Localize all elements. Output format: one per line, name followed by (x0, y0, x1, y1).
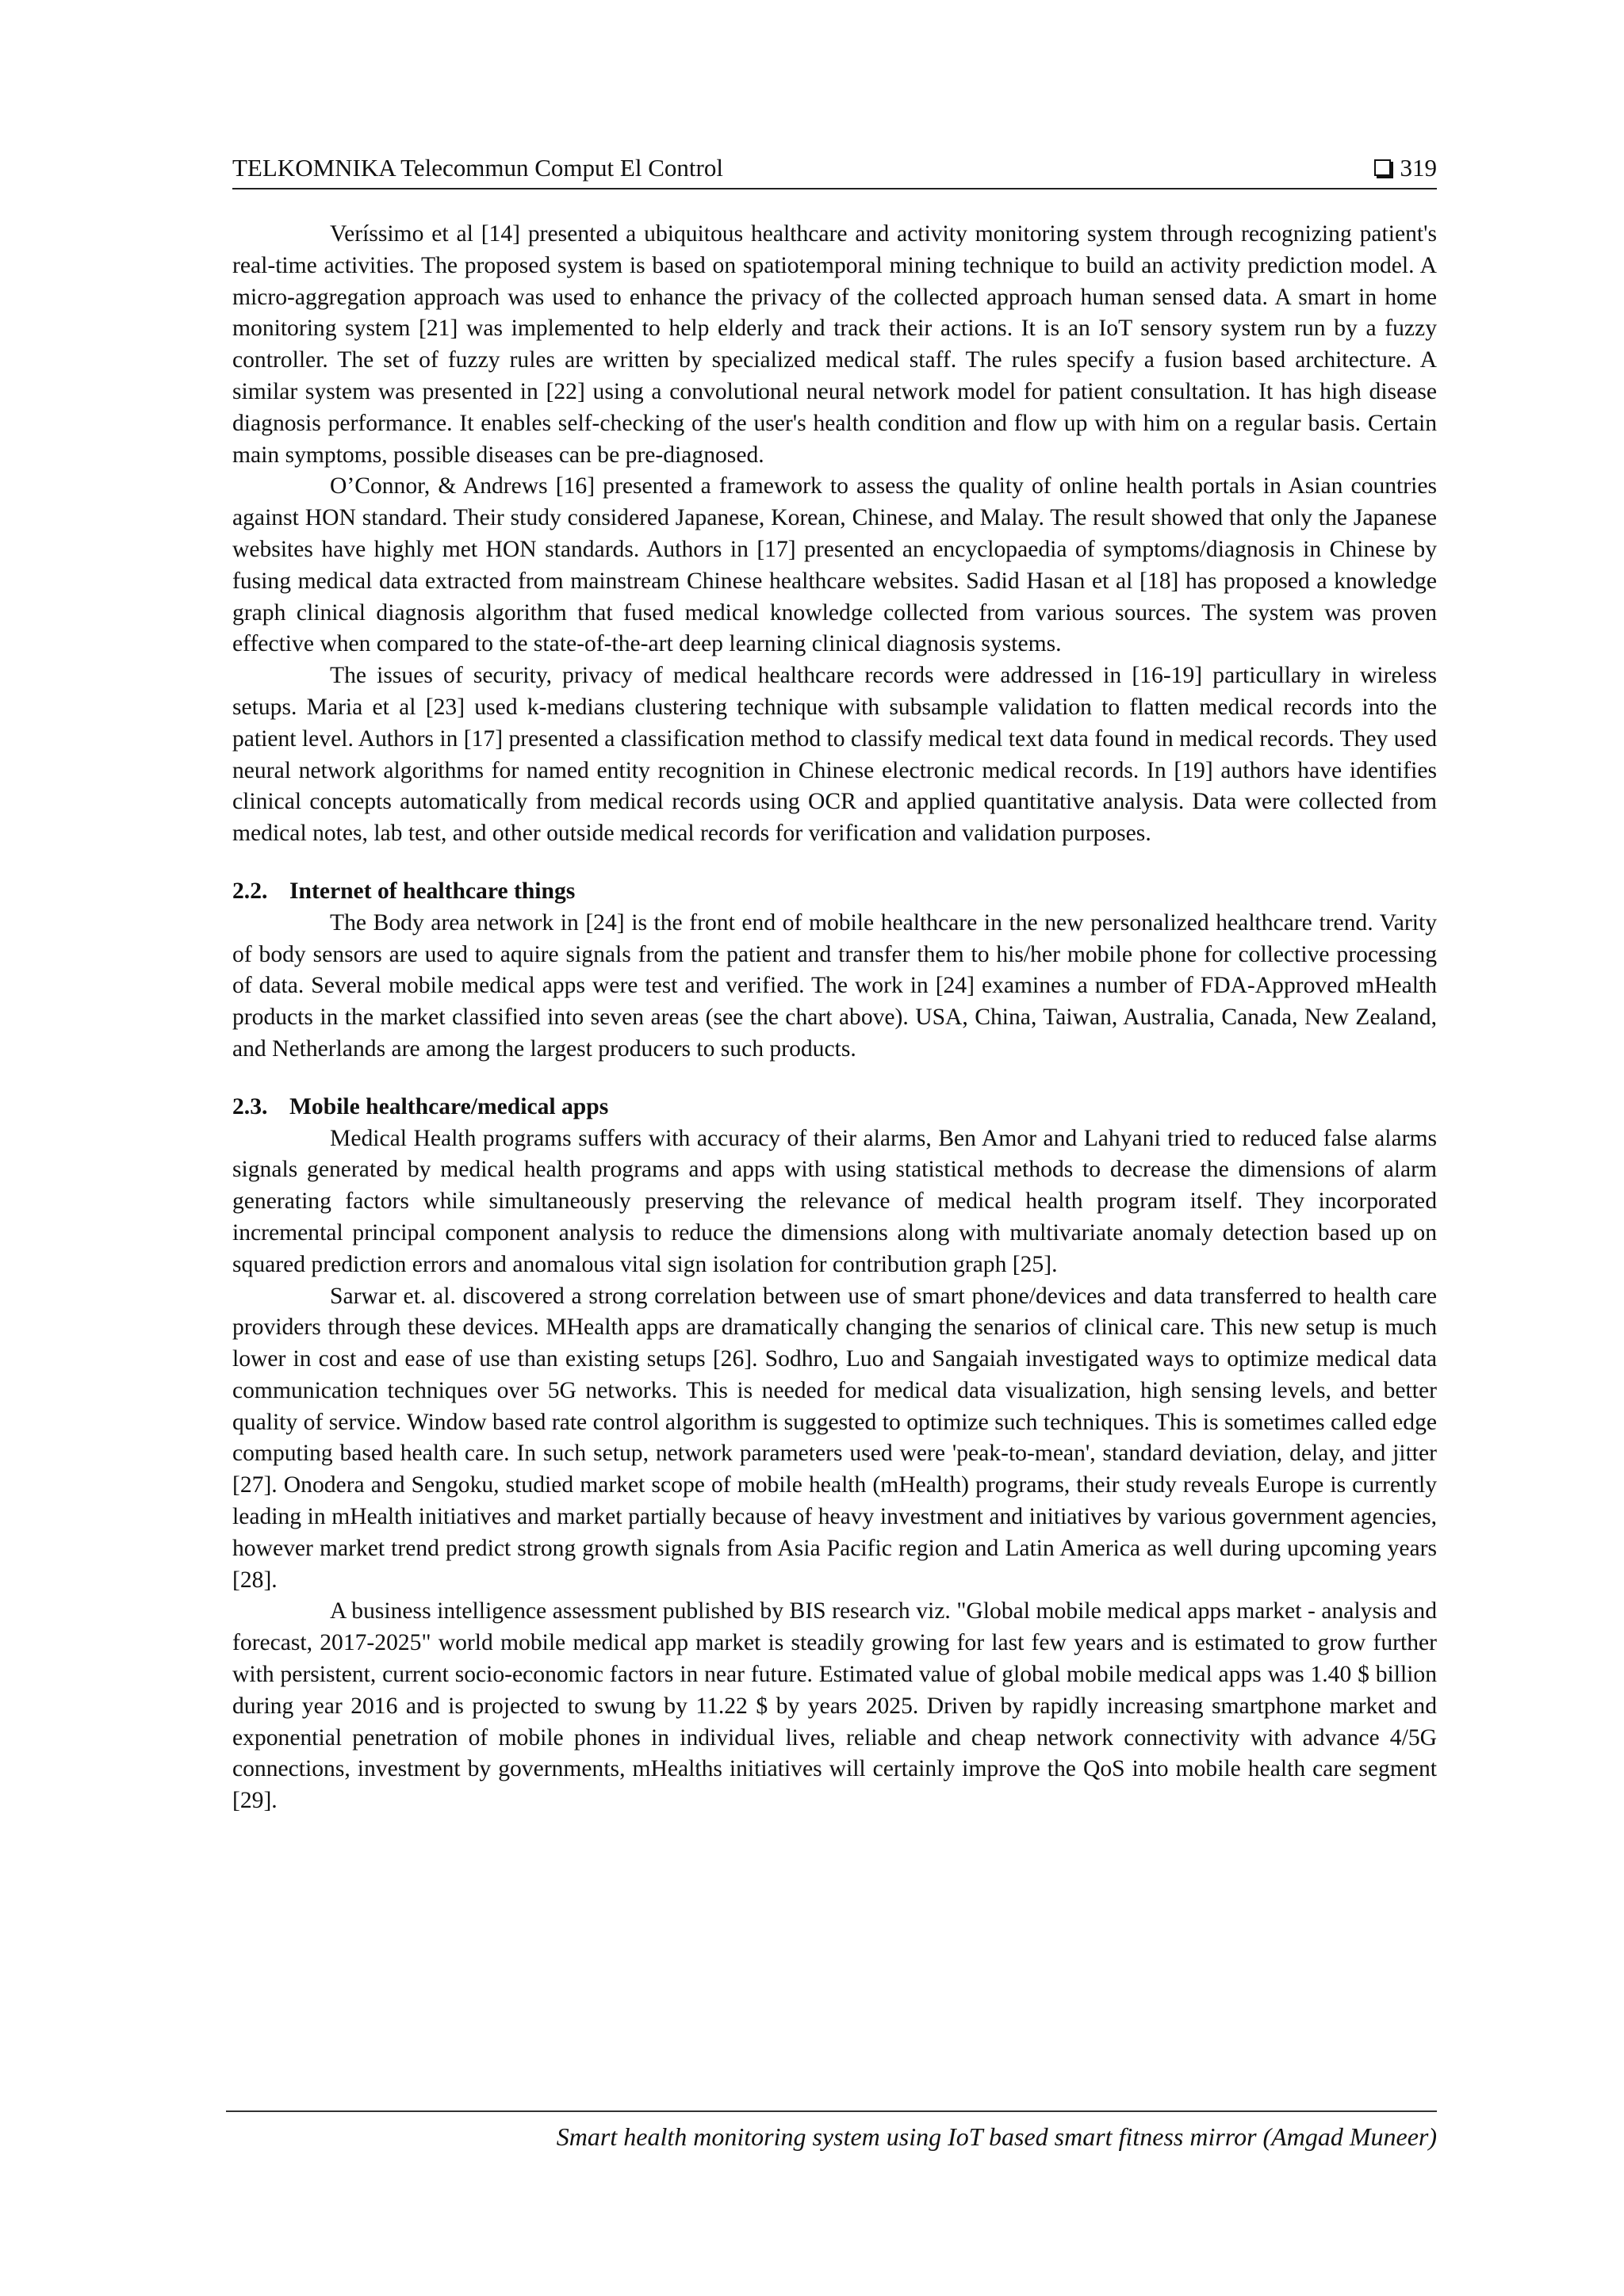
page-number: 319 (1400, 154, 1437, 182)
square-icon (1374, 159, 1391, 176)
running-footer: Smart health monitoring system using IoT based smart fitness mirror (Amgad Muneer) (556, 2122, 1437, 2151)
section-number: 2.3. (232, 1093, 268, 1119)
section-heading-2-3 (232, 1092, 1437, 1123)
paragraph-6: Sarwar et. al. discovered a strong correlation between use of smart phone/devices and data transferred to health care providers through these devices. MHealth apps are dramatically changing the senarios of clinical care. This new setup is much lower in cost and ease of use than existing setups [26]. Sodhro, Luo and Sangaiah investigated ways to optimize medical data communication techniques over 5G networks. This is needed for medical data visualization, high sensing levels, and better quality of service. Window based rate control algorithm is suggested to optimize such techniques. This is sometimes called edge computing based health care. In such setup, network parameters used were 'peak-to-mean', standard deviation, delay, and jitter [27]. Onodera and Sengoku, studied market scope of mobile health (mHealth) programs, their study reveals Europe is currently leading in mHealth initiatives and market partially because of heavy investment and initiatives by various government agencies, however market trend predict strong growth signals from Asia Pacific region and Latin America as well during upcoming years [28]. (232, 1283, 1437, 1593)
section-number: 2.2. (232, 878, 268, 904)
section-title: Mobile healthcare/medical apps (289, 1093, 609, 1119)
paragraph-5: Medical Health programs suffers with accuracy of their alarms, Ben Amor and Lahyani tried to reduced false alarms signals generated by medical health programs and apps with using statistical methods to decrease the dimensions of alarm generating factors while simultaneously preserving the relevance of medical health program itself. They incorporated incremental principal component analysis to reduce the dimensions along with multivariate anomaly detection based up on squared prediction errors and anomalous vital sign isolation for contribution graph [25]. (232, 1125, 1437, 1277)
paragraph-4: The Body area network in [24] is the front end of mobile healthcare in the new personalized healthcare trend. Varity of body sensors are used to aquire signals from the patient and transfer them to his/her mobile phone for collective processing of data. Several mobile medical apps were test and verified. The work in [24] examines a number of FDA-Approved mHealth products in the market classified into seven areas (see the chart above). USA, China, Taiwan, Australia, Canada, New Zealand, and Netherlands are among the largest producers to such products. (232, 909, 1437, 1062)
section-title: Internet of healthcare things (289, 878, 576, 904)
running-header (232, 155, 1437, 189)
paragraph-2: O’Connor, & Andrews [16] presented a framework to assess the quality of online health portals in Asian countries against HON standard. Their study considered Japanese, Korean, Chinese, and Malay. The result showed that only the Japanese websites have highly met HON standards. Authors in [17] presented an encyclopaedia of symptoms/diagnosis in Chinese by fusing medical data extracted from mainstream Chinese healthcare websites. Sadid Hasan et al [18] has proposed a knowledge graph clinical diagnosis algorithm that fused medical knowledge collected from various sources. The system was proven effective when compared to the state-of-the-art deep learning clinical diagnosis systems. (232, 473, 1437, 657)
body-text (232, 219, 1437, 1817)
page-number-group (1374, 156, 1438, 180)
footer-divider (226, 2110, 1437, 2112)
paragraph-1: Veríssimo et al [14] presented a ubiquitous healthcare and activity monitoring system through recognizing patient's real-time activities. The proposed system is based on spatiotemporal mining technique to build an activity prediction model. A micro-aggregation approach was used to enhance the privacy of the collected approach human sensed data. A smart in home monitoring system [21] was implemented to help elderly and track their actions. It is an IoT sensory system run by a fuzzy controller. The set of fuzzy rules are written by specialized medical staff. The rules specify a fusion based architecture. A similar system was presented in [22] using a convolutional neural network model for patient consultation. It has high disease diagnosis performance. It enables self-checking of the user's health condition and flow up with him on a regular basis. Certain main symptoms, possible diseases can be pre-diagnosed. (232, 221, 1437, 468)
journal-title: TELKOMNIKA Telecommun Comput El Control (232, 154, 723, 182)
section-heading-2-2 (232, 876, 1437, 908)
paragraph-3: The issues of security, privacy of medical healthcare records were addressed in [16-19] particullary in wireless setups. Maria et al [23] used k-medians clustering technique with subsample validation to flatten medical records into the patient level. Authors in [17] presented a classification method to classify medical text data found in medical records. They used neural network algorithms for named entity recognition in Chinese electronic medical records. In [19] authors have identifies clinical concepts automatically from medical records using OCR and applied quantitative analysis. Data were collected from medical notes, lab test, and other outside medical records for verification and validation purposes. (232, 663, 1437, 847)
page (232, 155, 1437, 1817)
paragraph-7: A business intelligence assessment published by BIS research viz. "Global mobile medical apps market - analysis and forecast, 2017-2025" world mobile medical app market is steadily growing for last few years and is estimated to grow further with persistent, current socio-economic factors in near future. Estimated value of global mobile medical apps was 1.40 $ billion during year 2016 and is projected to swung by 11.22 $ by years 2025. Driven by rapidly increasing smartphone market and exponential penetration of mobile phones in individual lives, reliable and cheap network connectivity with advance 4/5G connections, investment by governments, mHealths initiatives will certainly improve the QoS into mobile health care segment [29]. (232, 1598, 1437, 1814)
